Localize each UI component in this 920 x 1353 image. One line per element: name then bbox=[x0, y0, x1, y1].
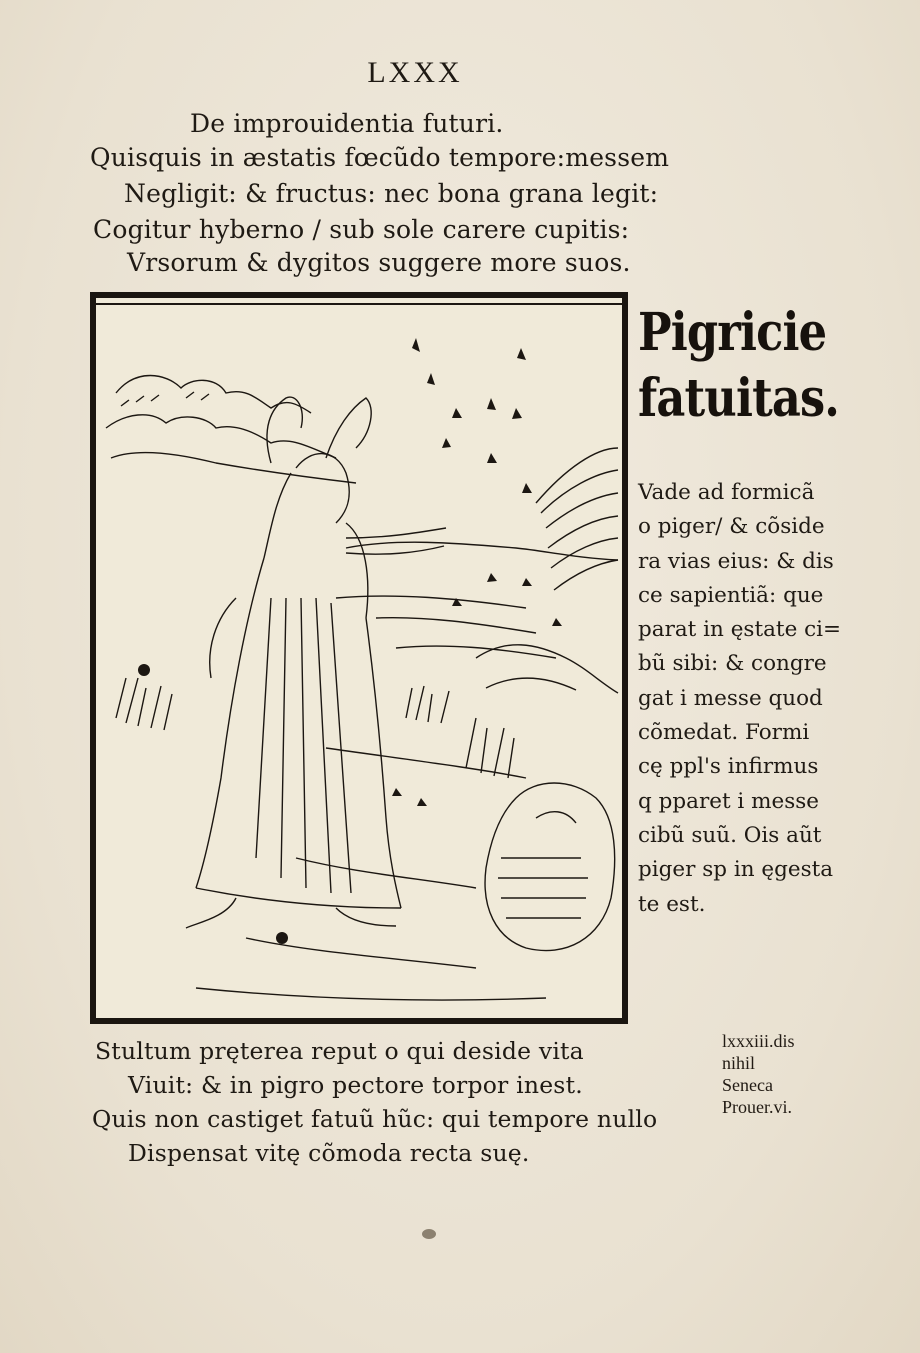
verse-top-line-3: Cogitur hyberno / sub sole carere cupitis: bbox=[93, 215, 630, 244]
side-text-line: cę ppl's infirmus bbox=[638, 754, 819, 780]
verse-top-line-1: Quisquis in æstatis fœcũdo tempore:messem bbox=[90, 143, 670, 172]
side-text-line: q pparet i messe bbox=[638, 788, 820, 814]
marginal-note: lxxxiii.dis bbox=[722, 1031, 795, 1051]
folio-number: LXXX bbox=[367, 56, 463, 89]
side-title-line-2: fatuitas. bbox=[638, 368, 840, 429]
woodcut-illustration bbox=[90, 292, 628, 1024]
side-text-line: cibũ suũ. Ois aũt bbox=[638, 822, 822, 848]
side-title bbox=[638, 300, 898, 432]
verse-bottom-line-2: Viuit: & in pigro pectore torpor inest. bbox=[128, 1071, 583, 1099]
verse-top-line-2: Negligit: & fructus: nec bona grana legit: bbox=[124, 179, 659, 208]
side-text-line: o piger/ & cõside bbox=[638, 514, 825, 540]
chapter-heading: De improuidentia futuri. bbox=[190, 109, 504, 138]
side-text-line: te est. bbox=[638, 891, 706, 917]
side-text-line: cõmedat. Formi bbox=[638, 720, 810, 746]
side-title-line-1: Pigricie bbox=[638, 302, 827, 363]
side-text-line: ra vias eius: & dis bbox=[638, 548, 834, 574]
marginal-note: Prouer.vi. bbox=[722, 1097, 792, 1117]
marginal-note: nihil bbox=[722, 1053, 756, 1073]
side-text-line: bũ sibi: & congre bbox=[638, 651, 827, 677]
side-text-line: gat i messe quod bbox=[638, 685, 823, 711]
side-text-line: ce sapientiã: que bbox=[638, 582, 824, 608]
side-commentary bbox=[638, 476, 878, 922]
verse-bottom-line-1: Stultum pręterea reput o qui deside vita bbox=[95, 1037, 584, 1065]
side-text-line: parat in ęstate ci= bbox=[638, 617, 842, 643]
verse-bottom-line-4: Dispensat vitę cõmoda recta suę. bbox=[128, 1139, 530, 1167]
woodcut-drawing-icon bbox=[96, 298, 622, 1018]
marginal-note: Seneca bbox=[722, 1075, 773, 1095]
side-text-line: Vade ad formicã bbox=[638, 480, 815, 505]
ornament-dot-icon bbox=[422, 1229, 436, 1239]
verse-bottom-line-3: Quis non castiget fatuũ hũc: qui tempore nullo bbox=[92, 1105, 658, 1133]
verse-top-line-4: Vrsorum & dygitos suggere more suos. bbox=[127, 248, 631, 277]
marginal-references bbox=[722, 1030, 872, 1118]
side-text-line: piger sp in ęgesta bbox=[638, 857, 834, 883]
